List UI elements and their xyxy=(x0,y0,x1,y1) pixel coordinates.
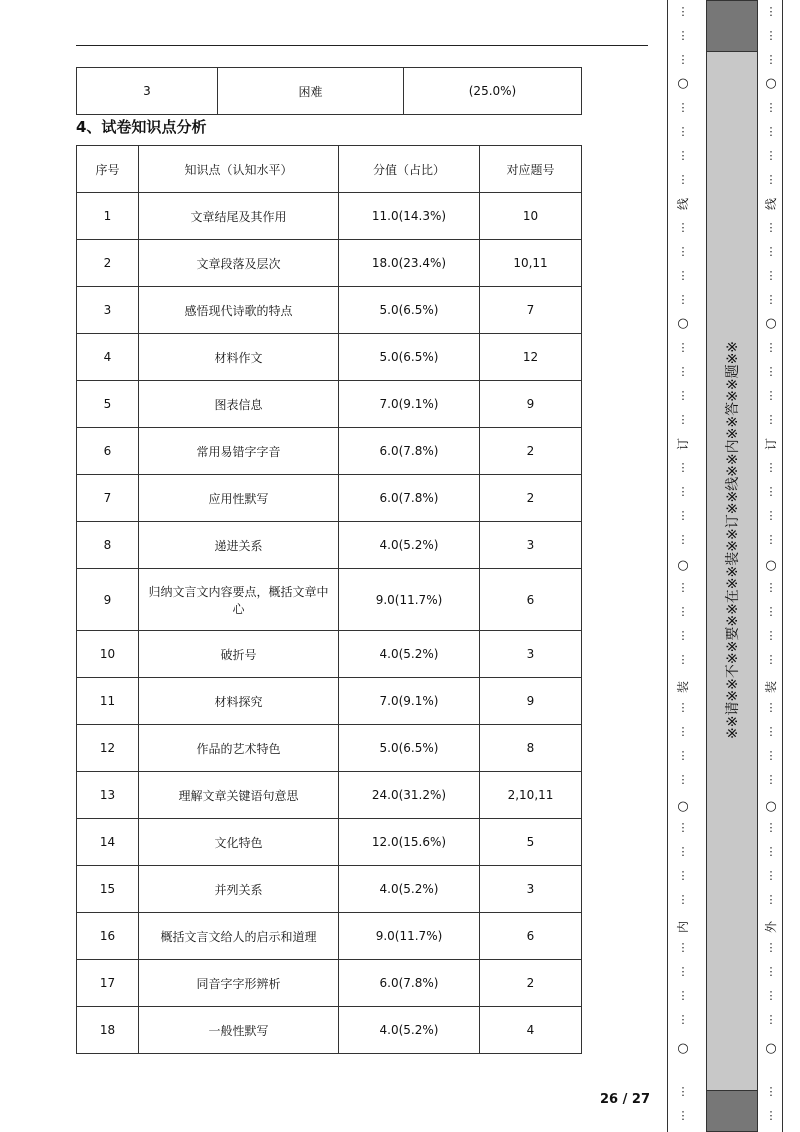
dotted-mark: ⋮ xyxy=(677,845,689,858)
cell: 6.0(7.8%) xyxy=(339,960,480,1007)
table-row xyxy=(77,772,582,819)
cell: 1 xyxy=(77,193,139,240)
circle-mark: ○ xyxy=(677,799,689,814)
binding-mark-char: 装 xyxy=(676,681,690,694)
column-header: 序号 xyxy=(77,146,139,193)
table-row xyxy=(77,1007,582,1054)
binding-mark-char: 线 xyxy=(764,198,778,211)
binding-border-right xyxy=(782,0,783,1132)
dotted-mark: ⋮ xyxy=(765,869,777,882)
dotted-mark: ⋮ xyxy=(765,941,777,954)
dotted-mark: ⋮ xyxy=(677,893,689,906)
cell: 5 xyxy=(77,381,139,428)
dotted-mark: ⋮ xyxy=(765,533,777,546)
cell: 11.0(14.3%) xyxy=(339,193,480,240)
cell: 概括文言文给人的启示和道理 xyxy=(139,913,339,960)
dotted-mark: ⋮ xyxy=(765,341,777,354)
column-header: 分值（占比） xyxy=(339,146,480,193)
cell: 5.0(6.5%) xyxy=(339,334,480,381)
dotted-mark: ⋮ xyxy=(765,989,777,1002)
cell: 3 xyxy=(77,287,139,334)
cell: 理解文章关键语句意思 xyxy=(139,772,339,819)
cell: 15 xyxy=(77,866,139,913)
binding-dark-block-bottom xyxy=(706,1090,758,1132)
binding-inner-dotted-line xyxy=(675,0,691,1132)
dotted-mark: ⋮ xyxy=(765,749,777,762)
dotted-mark: ⋮ xyxy=(677,53,689,66)
cell: 3 xyxy=(480,631,582,678)
binding-outer-dotted-line xyxy=(763,0,779,1132)
dotted-mark: ⋮ xyxy=(765,629,777,642)
dotted-mark: ⋮ xyxy=(677,389,689,402)
cell: 材料探究 xyxy=(139,678,339,725)
dotted-mark: ⋮ xyxy=(677,245,689,258)
cell: 9 xyxy=(480,678,582,725)
dotted-mark: ⋮ xyxy=(765,509,777,522)
dotted-mark: ⋮ xyxy=(765,5,777,18)
cell: 2 xyxy=(480,475,582,522)
dotted-mark: ⋮ xyxy=(765,221,777,234)
cell: 破折号 xyxy=(139,631,339,678)
cell: 12 xyxy=(77,725,139,772)
cell: 18.0(23.4%) xyxy=(339,240,480,287)
table-row xyxy=(77,819,582,866)
dotted-mark: ⋮ xyxy=(765,725,777,738)
cell: 4.0(5.2%) xyxy=(339,866,480,913)
cell: 7.0(9.1%) xyxy=(339,381,480,428)
dotted-mark: ⋮ xyxy=(677,269,689,282)
dotted-mark: ⋮ xyxy=(765,389,777,402)
dotted-mark: ⋮ xyxy=(765,1109,777,1122)
cell: 9 xyxy=(480,381,582,428)
dotted-mark: ⋮ xyxy=(677,221,689,234)
dotted-mark: ⋮ xyxy=(765,53,777,66)
dotted-mark: ⋮ xyxy=(677,533,689,546)
cell: 5.0(6.5%) xyxy=(339,725,480,772)
dotted-mark: ⋮ xyxy=(765,773,777,786)
table-row xyxy=(77,631,582,678)
cell: 5 xyxy=(480,819,582,866)
column-header: 对应题号 xyxy=(480,146,582,193)
dotted-mark: ⋮ xyxy=(677,125,689,138)
dotted-mark: ⋮ xyxy=(677,653,689,666)
dotted-mark: ⋮ xyxy=(677,965,689,978)
cell: 同音字字形辨析 xyxy=(139,960,339,1007)
dotted-mark: ⋮ xyxy=(677,341,689,354)
dotted-mark: ⋮ xyxy=(677,149,689,162)
cell: 2 xyxy=(480,428,582,475)
dotted-mark: ⋮ xyxy=(765,29,777,42)
cell: 4 xyxy=(480,1007,582,1054)
cell: 图表信息 xyxy=(139,381,339,428)
cell: 并列关系 xyxy=(139,866,339,913)
binding-mark-char: 订 xyxy=(676,438,690,451)
circle-mark: ○ xyxy=(677,316,689,331)
dotted-mark: ⋮ xyxy=(765,701,777,714)
dotted-mark: ⋮ xyxy=(677,101,689,114)
dotted-mark: ⋮ xyxy=(765,893,777,906)
table-row xyxy=(77,866,582,913)
column-header: 知识点（认知水平） xyxy=(139,146,339,193)
cell: 18 xyxy=(77,1007,139,1054)
table-row xyxy=(77,240,582,287)
cell: 应用性默写 xyxy=(139,475,339,522)
cell: 6.0(7.8%) xyxy=(339,475,480,522)
dotted-mark: ⋮ xyxy=(677,629,689,642)
section-title: 4、试卷知识点分析 xyxy=(76,118,207,136)
dotted-mark: ⋮ xyxy=(677,365,689,378)
table-row xyxy=(77,287,582,334)
cell: 6 xyxy=(77,428,139,475)
cell: 10,11 xyxy=(480,240,582,287)
cell: 14 xyxy=(77,819,139,866)
dotted-mark: ⋮ xyxy=(765,173,777,186)
cell: 17 xyxy=(77,960,139,1007)
circle-mark: ○ xyxy=(765,558,777,573)
circle-mark: ○ xyxy=(765,799,777,814)
dotted-mark: ⋮ xyxy=(677,1013,689,1026)
page-current: 26 xyxy=(600,1092,619,1107)
dotted-mark: ⋮ xyxy=(677,509,689,522)
dotted-mark: ⋮ xyxy=(765,581,777,594)
cell: 文化特色 xyxy=(139,819,339,866)
difficulty-table xyxy=(76,67,582,115)
cell: 7 xyxy=(480,287,582,334)
circle-mark: ○ xyxy=(765,76,777,91)
dotted-mark: ⋮ xyxy=(677,173,689,186)
table-row xyxy=(77,334,582,381)
cell: 10 xyxy=(77,631,139,678)
table-row xyxy=(77,68,582,115)
cell: 5.0(6.5%) xyxy=(339,287,480,334)
circle-mark: ○ xyxy=(677,558,689,573)
cell: 24.0(31.2%) xyxy=(339,772,480,819)
dotted-mark: ⋮ xyxy=(765,845,777,858)
circle-mark: ○ xyxy=(765,1041,777,1056)
cell: 9 xyxy=(77,569,139,631)
dotted-mark: ⋮ xyxy=(677,869,689,882)
binding-dark-block-top xyxy=(706,0,758,52)
cell: 8 xyxy=(480,725,582,772)
cell: 3 xyxy=(480,866,582,913)
page-number xyxy=(600,1092,650,1107)
cell: 6.0(7.8%) xyxy=(339,428,480,475)
cell: 7.0(9.1%) xyxy=(339,678,480,725)
table-row xyxy=(77,428,582,475)
table-row xyxy=(77,381,582,428)
cell: 文章段落及层次 xyxy=(139,240,339,287)
circle-mark: ○ xyxy=(677,1041,689,1056)
dotted-mark: ⋮ xyxy=(677,1109,689,1122)
dotted-mark: ⋮ xyxy=(765,101,777,114)
dotted-mark: ⋮ xyxy=(765,245,777,258)
binding-mark-char: 装 xyxy=(764,681,778,694)
dotted-mark: ⋮ xyxy=(765,1085,777,1098)
table-row xyxy=(77,569,582,631)
cell: 3 xyxy=(480,522,582,569)
dotted-mark: ⋮ xyxy=(677,821,689,834)
dotted-mark: ⋮ xyxy=(677,989,689,1002)
table-row xyxy=(77,725,582,772)
cell: 12.0(15.6%) xyxy=(339,819,480,866)
dotted-mark: ⋮ xyxy=(677,5,689,18)
cell: 16 xyxy=(77,913,139,960)
dotted-mark: ⋮ xyxy=(765,149,777,162)
table-row xyxy=(77,678,582,725)
dotted-mark: ⋮ xyxy=(765,653,777,666)
dotted-mark: ⋮ xyxy=(677,749,689,762)
cell: 3 xyxy=(77,68,218,115)
cell: (25.0%) xyxy=(404,68,582,115)
dotted-mark: ⋮ xyxy=(765,821,777,834)
dotted-mark: ⋮ xyxy=(765,485,777,498)
dotted-mark: ⋮ xyxy=(677,773,689,786)
dotted-mark: ⋮ xyxy=(677,413,689,426)
dotted-mark: ⋮ xyxy=(677,605,689,618)
table-header-row xyxy=(77,146,582,193)
page-separator: / xyxy=(622,1092,628,1107)
cell: 2 xyxy=(77,240,139,287)
dotted-mark: ⋮ xyxy=(765,269,777,282)
dotted-mark: ⋮ xyxy=(765,365,777,378)
dotted-mark: ⋮ xyxy=(677,485,689,498)
circle-mark: ○ xyxy=(677,76,689,91)
knowledge-point-table xyxy=(76,145,582,1054)
table-row xyxy=(77,522,582,569)
cell: 4.0(5.2%) xyxy=(339,522,480,569)
circle-mark: ○ xyxy=(765,316,777,331)
cell: 10 xyxy=(480,193,582,240)
dotted-mark: ⋮ xyxy=(765,413,777,426)
cell: 递进关系 xyxy=(139,522,339,569)
cell: 4.0(5.2%) xyxy=(339,631,480,678)
dotted-mark: ⋮ xyxy=(765,1013,777,1026)
binding-warning-text: ※※请※※不※※要※※在※※装※※订※※线※※内※※答※※题※※ xyxy=(725,340,741,740)
cell: 12 xyxy=(480,334,582,381)
cell: 9.0(11.7%) xyxy=(339,913,480,960)
dotted-mark: ⋮ xyxy=(677,1085,689,1098)
binding-border-left xyxy=(667,0,668,1132)
cell: 作品的艺术特色 xyxy=(139,725,339,772)
cell: 归纳文言文内容要点，概括文章中心 xyxy=(139,569,339,631)
cell: 文章结尾及其作用 xyxy=(139,193,339,240)
dotted-mark: ⋮ xyxy=(677,293,689,306)
dotted-mark: ⋮ xyxy=(677,701,689,714)
cell: 材料作文 xyxy=(139,334,339,381)
table-row xyxy=(77,913,582,960)
header-rule xyxy=(76,45,648,46)
dotted-mark: ⋮ xyxy=(765,605,777,618)
cell: 9.0(11.7%) xyxy=(339,569,480,631)
page-total: 27 xyxy=(631,1092,650,1107)
table-row xyxy=(77,475,582,522)
binding-mark-char: 订 xyxy=(764,438,778,451)
cell: 13 xyxy=(77,772,139,819)
cell: 常用易错字字音 xyxy=(139,428,339,475)
cell: 一般性默写 xyxy=(139,1007,339,1054)
cell: 11 xyxy=(77,678,139,725)
cell: 6 xyxy=(480,913,582,960)
table-row xyxy=(77,960,582,1007)
dotted-mark: ⋮ xyxy=(677,29,689,42)
cell: 4.0(5.2%) xyxy=(339,1007,480,1054)
cell: 2 xyxy=(480,960,582,1007)
cell: 4 xyxy=(77,334,139,381)
cell: 8 xyxy=(77,522,139,569)
dotted-mark: ⋮ xyxy=(677,941,689,954)
cell: 2,10,11 xyxy=(480,772,582,819)
dotted-mark: ⋮ xyxy=(677,725,689,738)
cell: 7 xyxy=(77,475,139,522)
cell: 6 xyxy=(480,569,582,631)
table-row xyxy=(77,193,582,240)
cell: 困难 xyxy=(218,68,404,115)
dotted-mark: ⋮ xyxy=(677,581,689,594)
binding-mark-char: 外 xyxy=(764,921,778,934)
dotted-mark: ⋮ xyxy=(765,965,777,978)
dotted-mark: ⋮ xyxy=(765,293,777,306)
cell: 感悟现代诗歌的特点 xyxy=(139,287,339,334)
binding-mark-char: 内 xyxy=(676,921,690,934)
dotted-mark: ⋮ xyxy=(765,461,777,474)
dotted-mark: ⋮ xyxy=(765,125,777,138)
binding-mark-char: 线 xyxy=(676,198,690,211)
dotted-mark: ⋮ xyxy=(677,461,689,474)
